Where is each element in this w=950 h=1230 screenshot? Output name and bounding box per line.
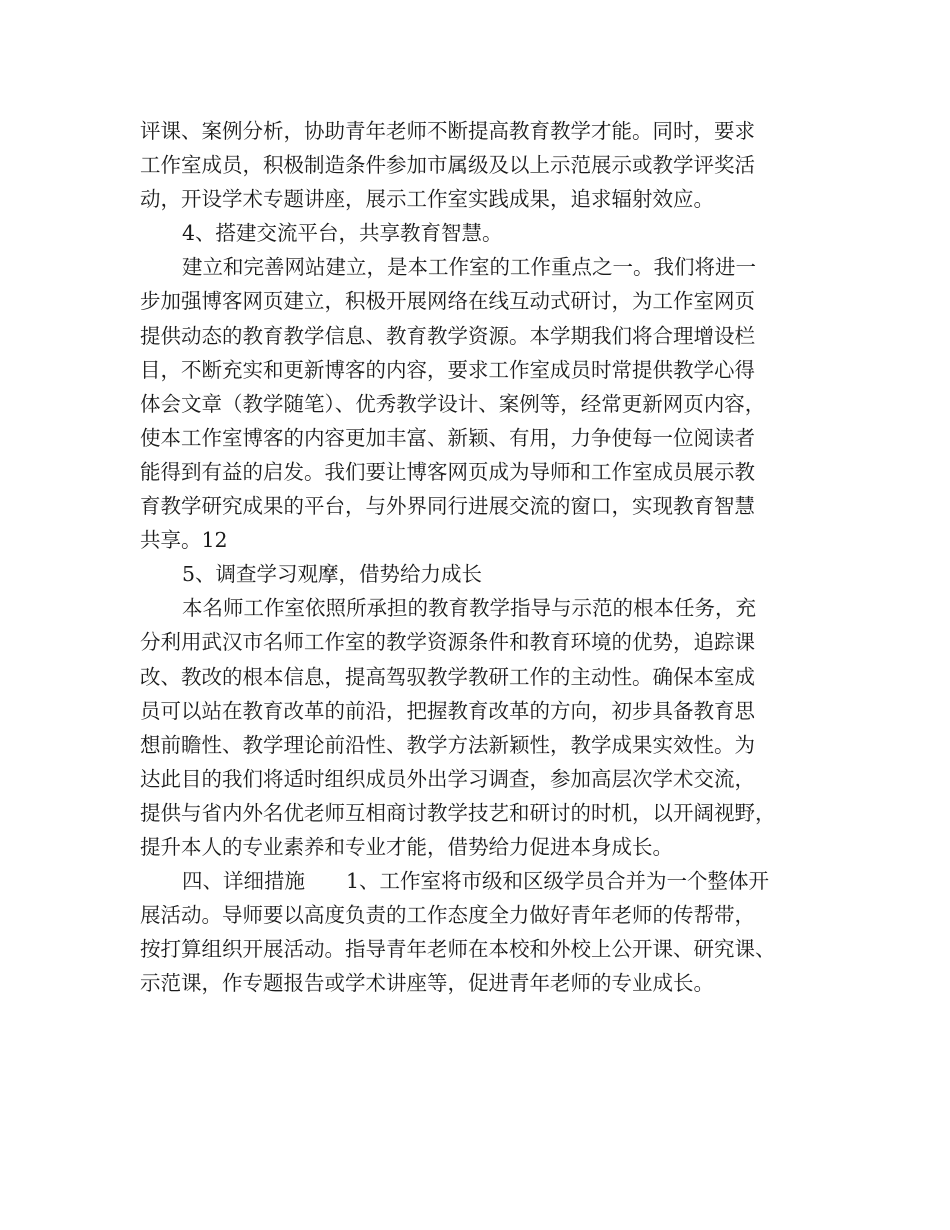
text-line: 共享。12	[140, 528, 228, 553]
section-heading: 4、搭建交流平台，共享教育智慧。	[182, 221, 503, 246]
text-line: 步加强博客网页建立，积极开展网络在线互动式研讨，为工作室网页	[140, 289, 755, 314]
text-line: 展活动。导师要以高度负责的工作态度全力做好青年老师的传帮带，	[140, 903, 755, 928]
text-line: 提供与省内外名优老师互相商讨教学技艺和研讨的时机，以开阔视野，	[140, 800, 776, 825]
text-line: 本名师工作室依照所承担的教育教学指导与示范的根本任务，充	[182, 596, 756, 621]
text-line: 提供动态的教育教学信息、教育教学资源。本学期我们将合理增设栏	[140, 323, 755, 348]
text-line: 工作室成员，积极制造条件参加市属级及以上示范展示或教学评奖活	[140, 153, 755, 178]
text-line: 改、教改的根本信息，提高驾驭教学教研工作的主动性。确保本室成	[140, 664, 755, 689]
text-line: 目，不断充实和更新博客的内容，要求工作室成员时常提供教学心得	[140, 357, 755, 382]
text-line: 评课、案例分析，协助青年老师不断提高教育教学才能。同时，要求	[140, 119, 755, 143]
section-heading: 四、详细措施 1、工作室将市级和区级学员合并为一个整体开	[182, 869, 770, 894]
text-line: 员可以站在教育改革的前沿，把握教育改革的方向，初步具备教育思	[140, 698, 755, 723]
text-line: 想前瞻性、教学理论前沿性、教学方法新颖性，教学成果实效性。为	[140, 732, 755, 757]
text-line: 建立和完善网站建立，是本工作室的工作重点之一。我们将进一	[182, 255, 756, 280]
text-line: 能得到有益的启发。我们要让博客网页成为导师和工作室成员展示教	[140, 459, 755, 484]
text-line: 按打算组织开展活动。指导青年老师在本校和外校上公开课、研究课、	[140, 937, 776, 962]
section-heading: 5、调查学习观摩，借势给力成长	[182, 562, 483, 587]
text-line: 动，开设学术专题讲座，展示工作室实践成果，追求辐射效应。	[140, 187, 714, 212]
text-line: 示范课，作专题报告或学术讲座等，促进青年老师的专业成长。	[140, 971, 714, 996]
text-line: 分利用武汉市名师工作室的教学资源条件和教育环境的优势，追踪课	[140, 630, 755, 655]
text-line: 提升本人的专业素养和专业才能，借势给力促进本身成长。	[140, 834, 673, 859]
text-line: 体会文章（教学随笔）、优秀教学设计、案例等，经常更新网页内容，	[140, 391, 766, 416]
document-body	[140, 114, 820, 1000]
text-line: 使本工作室博客的内容更加丰富、新颖、有用，力争使每一位阅读者	[140, 425, 755, 450]
text-line: 育教学研究成果的平台，与外界同行进展交流的窗口，实现教育智慧	[140, 494, 755, 519]
text-line: 达此目的我们将适时组织成员外出学习调查，参加高层次学术交流，	[140, 766, 755, 791]
